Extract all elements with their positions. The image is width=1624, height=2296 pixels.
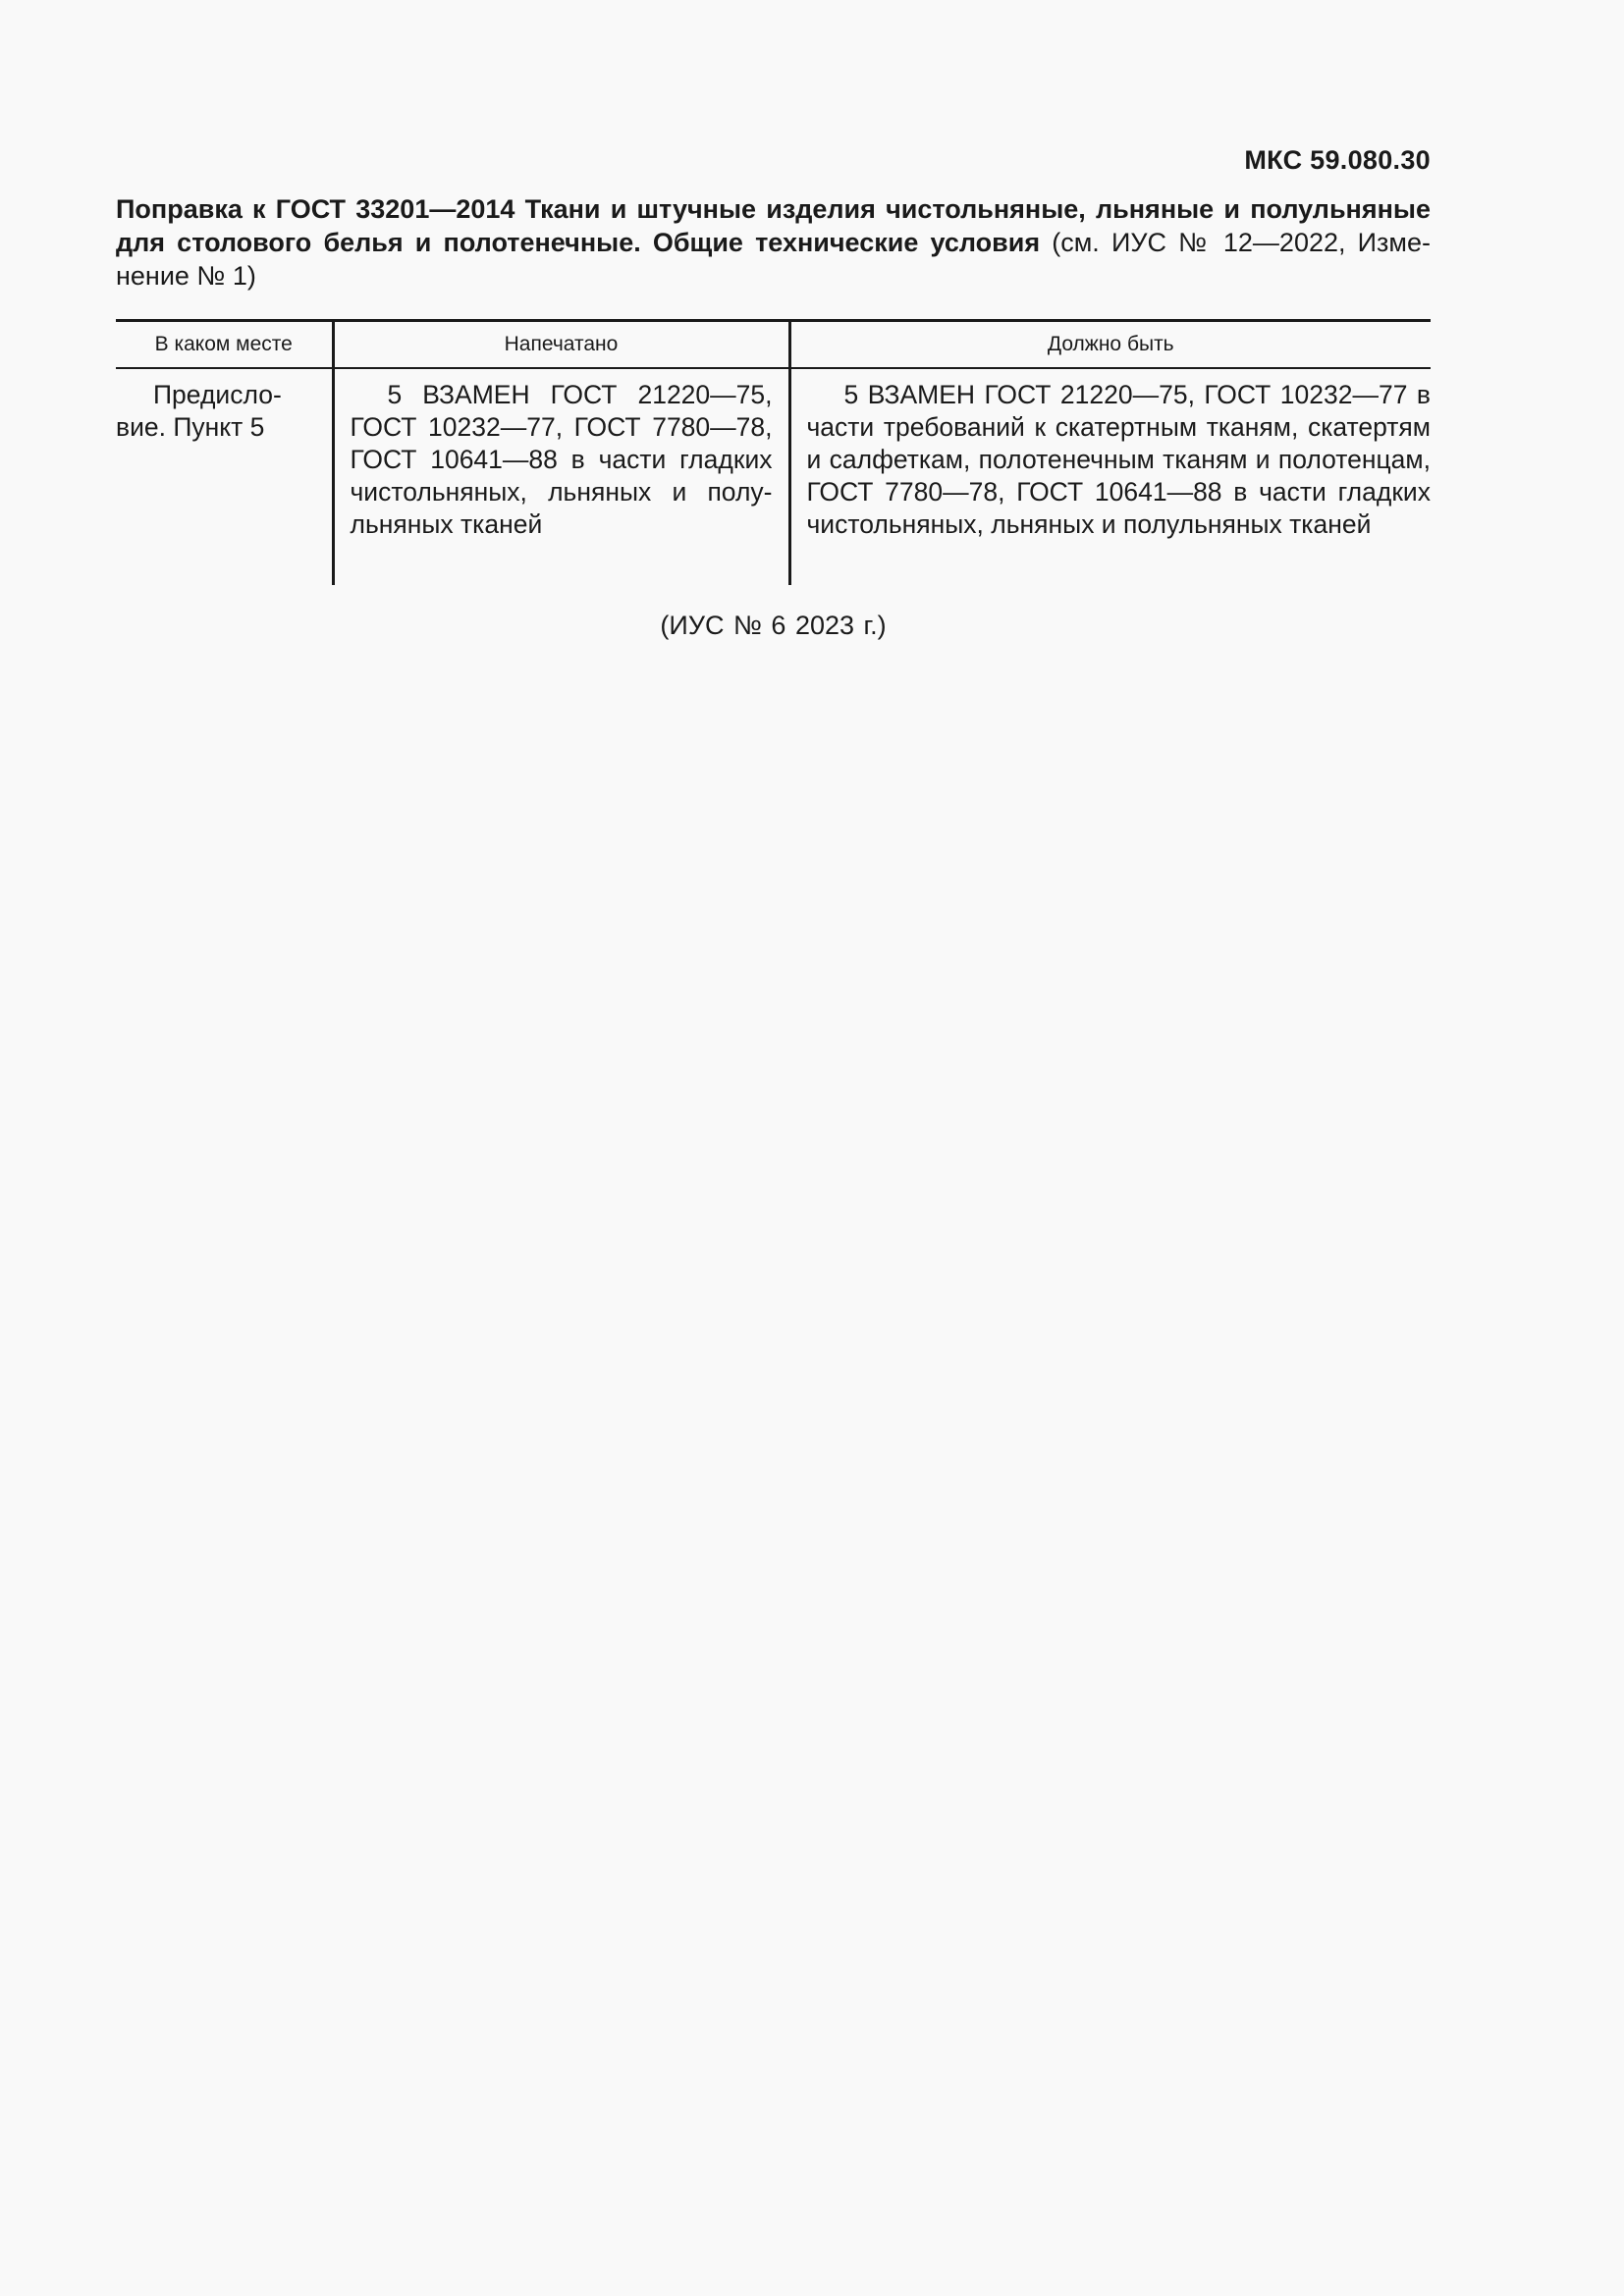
amendment-title: [116, 192, 1431, 293]
corrections-table: [116, 319, 1431, 585]
header-should-be: Должно быть: [789, 321, 1431, 369]
cell-should-be: 5 ВЗАМЕН ГОСТ 21220—75, ГОСТ 10232—77 в части требований к скатертным тканям, скатертям и салфеткам, полотенечным тканям и полотенцам, ГОСТ 7780—78, ГОСТ 10641—88 в части гладких чистольняных, льняных и полульняных тканей: [789, 368, 1431, 585]
mks-code: МКС 59.080.30: [1244, 145, 1431, 175]
table-header-row: [116, 321, 1431, 369]
ius-footer: (ИУС № 6 2023 г.): [660, 611, 887, 640]
table-row: [116, 368, 1431, 585]
header-printed: Напечатано: [333, 321, 789, 369]
cell-printed: 5 ВЗАМЕН ГОСТ 21220—75, ГОСТ 10232—77, ГОСТ 7780—78, ГОСТ 10641—88 в части гладких чистольняных, льняных и полульняных тканей: [333, 368, 789, 585]
cell-place: Предисловие. Пункт 5: [116, 380, 282, 442]
amendment-title-reference: (см. ИУС № 12—2022, Изменение № 1): [116, 228, 1431, 291]
header-place: В каком месте: [116, 321, 333, 369]
amendment-title-bold: Поправка к ГОСТ 33201—2014 Ткани и штучные изделия чистольняные, льняные и полульняные для столового белья и полотенечные. Общие технические условия: [116, 194, 1431, 257]
